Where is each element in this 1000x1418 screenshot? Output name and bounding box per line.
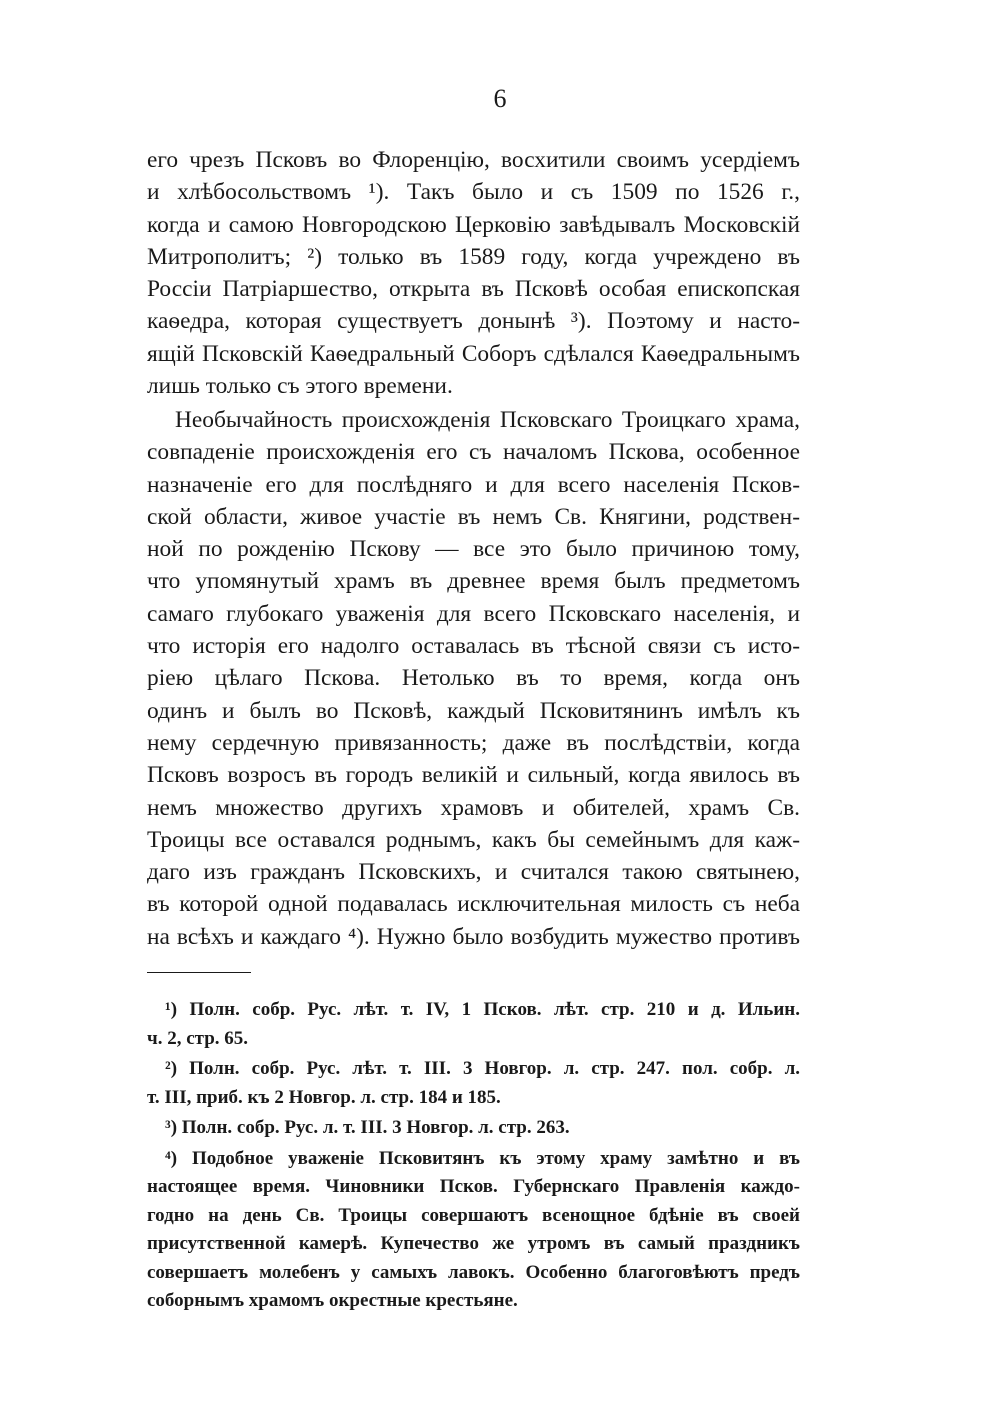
footnote-line: соборнымъ храмомъ окрестные крестьяне. (147, 1290, 518, 1311)
text-line: Необычайность происхожденія Псковскаго Троицкаго храма, (175, 407, 800, 433)
text-line: каѳедра, которая существуетъ донынѣ ³). Поэтому и насто- (147, 308, 800, 335)
footnote-line: настоящее время. Чиновники Псков. Губернскаго Правленія каждо- (147, 1176, 800, 1197)
text-line: его чрезъ Псковъ во Флоренцію, восхитили своимъ усердіемъ (147, 147, 800, 173)
text-line: нему сердечную привязанность; даже въ послѣдствіи, когда (147, 729, 800, 756)
text-line: ской области, живое участіе въ немъ Св. Княгини, родствен- (147, 503, 800, 530)
paragraph-1 (147, 144, 800, 402)
footnote-4 (147, 1145, 800, 1316)
footnotes (147, 996, 800, 1316)
text-line: что исторія его надолго оставалась въ тѣсной связи съ исто- (147, 633, 800, 660)
text-line: ріею цѣлаго Пскова. Нетолько въ то время, когда онъ (147, 665, 800, 692)
text-line: лишь только съ этого времени. (147, 373, 453, 400)
footnote-separator (147, 972, 251, 973)
footnote-line: присутственной камерѣ. Купечество же утромъ въ самый праздникъ (147, 1233, 800, 1254)
footnote-line: ч. 2, стр. 65. (147, 1027, 249, 1049)
text-line: Троицы все оставался роднымъ, какъ бы семейнымъ для каж- (147, 826, 800, 853)
footnote-line: ³) Полн. собр. Рус. л. т. III. 3 Новгор. л. стр. 263. (165, 1117, 570, 1138)
footnote-line: ²) Полн. собр. Рус. лѣт. т. III. 3 Новгор. л. стр. 247. пол. собр. л. (165, 1058, 800, 1079)
footnote-line: годно на день Св. Троицы совершаютъ всенощное бдѣніе въ своей (147, 1204, 800, 1226)
text-line: въ которой одной подавалась исключительная милость съ неба (147, 891, 800, 918)
text-line: ной по рожденію Пскову — все это было причиною тому, (147, 536, 800, 563)
footnote-line: т. III, приб. къ 2 Новгор. л. стр. 184 и 185. (147, 1086, 501, 1108)
text-line: Россіи Патріаршество, открыта въ Псковѣ особая епископская (147, 276, 800, 303)
footnote-line: совершаетъ молебенъ у самыхъ лавокъ. Особенно благоговѣютъ предъ (147, 1261, 800, 1283)
footnote-line: ¹) Полн. собр. Рус. лѣт. т. IV, 1 Псков. лѣт. стр. 210 и д. Ильин. (165, 999, 800, 1020)
text-line: одинъ и былъ во Псковѣ, каждый Псковитянинъ имѣлъ къ (147, 697, 800, 724)
text-line: ящій Псковскій Каѳедральный Соборъ сдѣлался Каѳедральнымъ (147, 340, 800, 367)
text-line: даго изъ гражданъ Псковскихъ, и считался такою святынею, (147, 859, 800, 886)
text-line: что упомянутый храмъ въ древнее время былъ предметомъ (147, 568, 800, 595)
text-line: когда и самою Новгородскою Церковію завѣдывалъ Московскій (147, 211, 800, 238)
page-number: 6 (493, 84, 507, 113)
footnote-line: ⁴) Подобное уваженіе Псковитянъ къ этому храму замѣтно и въ (165, 1147, 800, 1169)
text-line: и хлѣбосольствомъ ¹). Такъ было и съ 1509 по 1526 г., (147, 179, 800, 206)
footnote-2 (147, 1055, 800, 1112)
text-line: самаго глубокаго уваженія для всего Псковскаго населенія, и (147, 600, 800, 627)
text-line: Митрополитъ; ²) только въ 1589 году, когда учреждено въ (147, 243, 800, 270)
text-line: назначеніе его для послѣдняго и для всего населенія Псков- (147, 471, 800, 498)
text-line: немъ множество другихъ храмовъ и обителей, храмъ Св. (147, 794, 800, 821)
text-line: на всѣхъ и каждаго ⁴). Нужно было возбудить мужество противъ (147, 923, 800, 950)
paragraph-2 (147, 404, 800, 953)
text-line: Псковъ возросъ въ городъ великій и сильный, когда явилось въ (147, 762, 800, 789)
text-line: совпаденіе происхожденія его съ началомъ Пскова, особенное (147, 439, 800, 466)
footnote-1 (147, 996, 800, 1053)
footnote-3 (147, 1114, 800, 1143)
